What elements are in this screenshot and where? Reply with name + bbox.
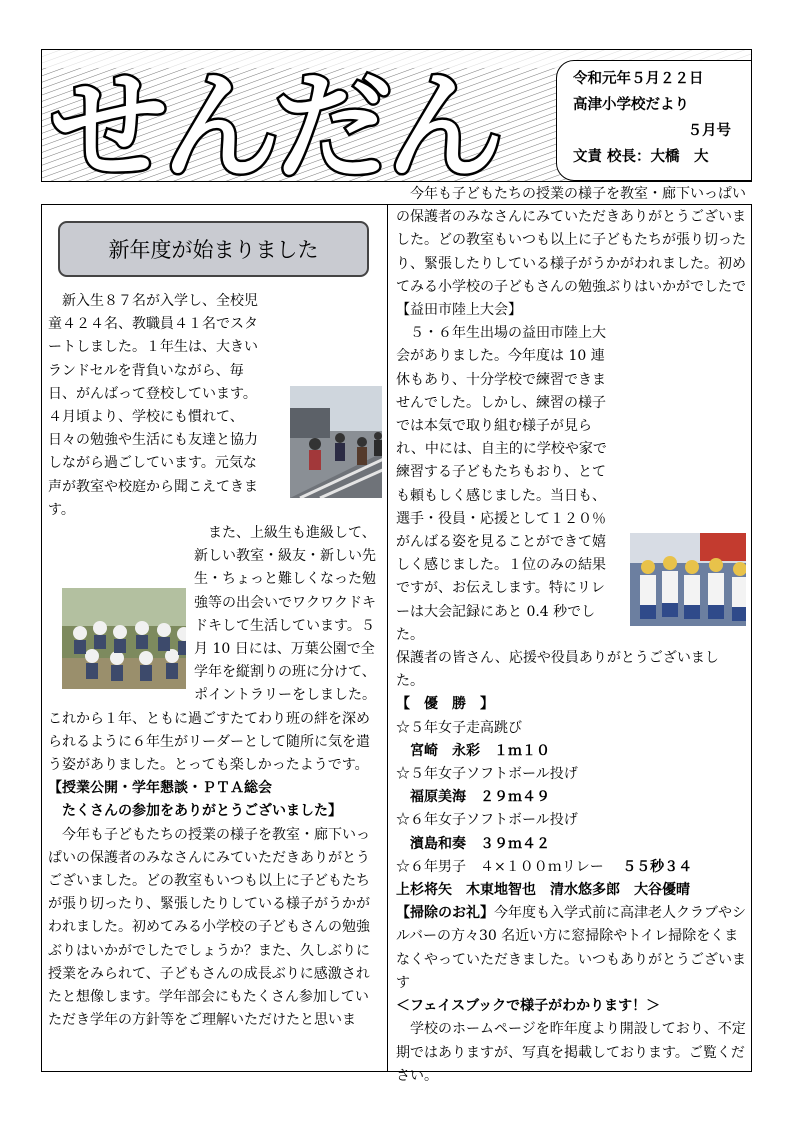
class-visit-paragraph-continued: 今年も子どもたちの授業の様子を教室・廊下いっぱいの保護者のみなさんにみていただきありがとうございました。どの教室もいつも以上に子どもたちが張り切ったり、緊張したりしている様子がうかがわれました。初めてみる小学校の子どもさんの勉強ぶりはいかがでしたで (396, 186, 746, 295)
class-visit-heading-1: 【授業公開・学年懇談・ＰＴＡ総会 (48, 780, 272, 797)
track-meet-paragraph: ５・６年生出場の益田市陸上大会がありました。今年度は 10 連休もあり、十分学校で練習できませんでした。しかし、練習の様子では本気で取り組む様子が見られ、中には、自主的に学校や家で練習する子どもたちもおり、とても頼もしく感じました。当日も、選手・役員・応援として１２０％がんばる姿を見ることができて嬉しく感じました。１位のみの結果ですが、お伝えします。特にリレーは大会記録にあと 0.4 秒でした。 保護者の皆さん、応援や役員ありがとうございました。 (396, 322, 746, 693)
relay-time: ５５秒３４ (622, 858, 693, 875)
column-divider (387, 204, 388, 1072)
relay-line (396, 856, 746, 879)
relay-members: 上杉将矢 木東地智也 清水悠多郎 大谷優晴 (396, 882, 690, 899)
result-event-1: ☆５年女子走高跳び (396, 719, 522, 736)
masthead (41, 49, 752, 182)
right-column (396, 186, 746, 1088)
issue-date: 令和元年５月２２日 (573, 71, 704, 87)
issue-number: ５月号 (687, 123, 731, 139)
result-event-2: ☆５年女子ソフトボール投げ (396, 766, 578, 783)
class-visit-heading-2: たくさんの参加をありがとうございました】 (62, 803, 342, 820)
section-title: 新年度が始まりました (108, 238, 319, 262)
author-line: 文責 校長：大橋 大 (573, 149, 709, 165)
class-visit-paragraph: 今年も子どもたちの授業の様子を教室・廊下いっぱいの保護者のみなさんにみていただきありがとうございました。どの教室もいつも以上に子どもたちが張り切ったり、緊張したりしている様子がうかがわれました。初めてみる小学校の子どもさんの勉強ぶりはいかがでしたでしょうか？また、久しぶりに授業をみられて、子どもさんの成長ぶりに感激されたと想像します。学年部会にもたくさん参加していただき学年の方針等をご理解いただけたと思いま (48, 826, 370, 1029)
relay-event: ☆６年男子 ４×１００ｍリレー (396, 858, 604, 875)
cleaning-thanks-heading: 【掃除のお礼】 (396, 905, 494, 922)
result-winner-1: 宮崎 永彩 １ｍ１０ (410, 742, 550, 759)
cleaning-thanks-paragraph: 【掃除のお礼】今年度も入学式前に高津老人クラブやシルバーの方々30 名近い方に窓掃除やトイレ掃除をくまなくやっていただきました。いつもありがとうございます (396, 905, 746, 991)
result-winner-2: 福原美海 ２９ｍ４９ (410, 789, 550, 806)
first-graders-photo (276, 386, 382, 498)
issue-info-box (556, 60, 752, 181)
school-name: 高津小学校だより (573, 97, 689, 113)
result-event-3: ☆６年女子ソフトボール投げ (396, 812, 578, 829)
new-year-paragraph-upper: また、上級生も進級して、新しい教室・級友・新しい先生・ちょっと難しくなった勉強等の出会いでワクワクドキドキして生活しています。５月 10 日には、万葉公園で全学年を縦割りの班に分けて、ポイントラリーをしました。これから１年、ともに過ごすたてわり班の絆を深められるように６年生がリーダーとして随所に気を遣う姿がありました。とっても楽しかったようです。 (48, 525, 376, 774)
point-rally-photo (48, 588, 186, 689)
facebook-heading: ＜フェイスブックで様子がわかります！＞ (396, 998, 661, 1015)
new-year-paragraph-intro: 新入生８７名が入学し、全校児童４２４名、教職員４１名でスタートしました。１年生は、大きいランドセルを背負いながら、毎日、がんばって登校しています。４月頃より、学校にも慣れて、日々の勉強や生活にも友達と協力しながら過ごしています。元気な声が教室や校庭から聞こえてきます。 (48, 290, 382, 522)
result-winner-3: 濱島和奏 ３９ｍ４２ (410, 835, 550, 852)
section-title-box (58, 221, 369, 277)
facebook-paragraph: 学校のホームページを昨年度より開設しており、不定期ではありますが、写真を掲載しております。ご覧ください。 (396, 1021, 746, 1084)
winners-heading: 【 優 勝 】 (396, 696, 494, 713)
track-meet-heading: 【益田市陸上大会】 (396, 302, 522, 318)
track-meet-photo (616, 533, 746, 626)
logo-text: せんだん (50, 58, 499, 183)
left-column (48, 290, 382, 1032)
